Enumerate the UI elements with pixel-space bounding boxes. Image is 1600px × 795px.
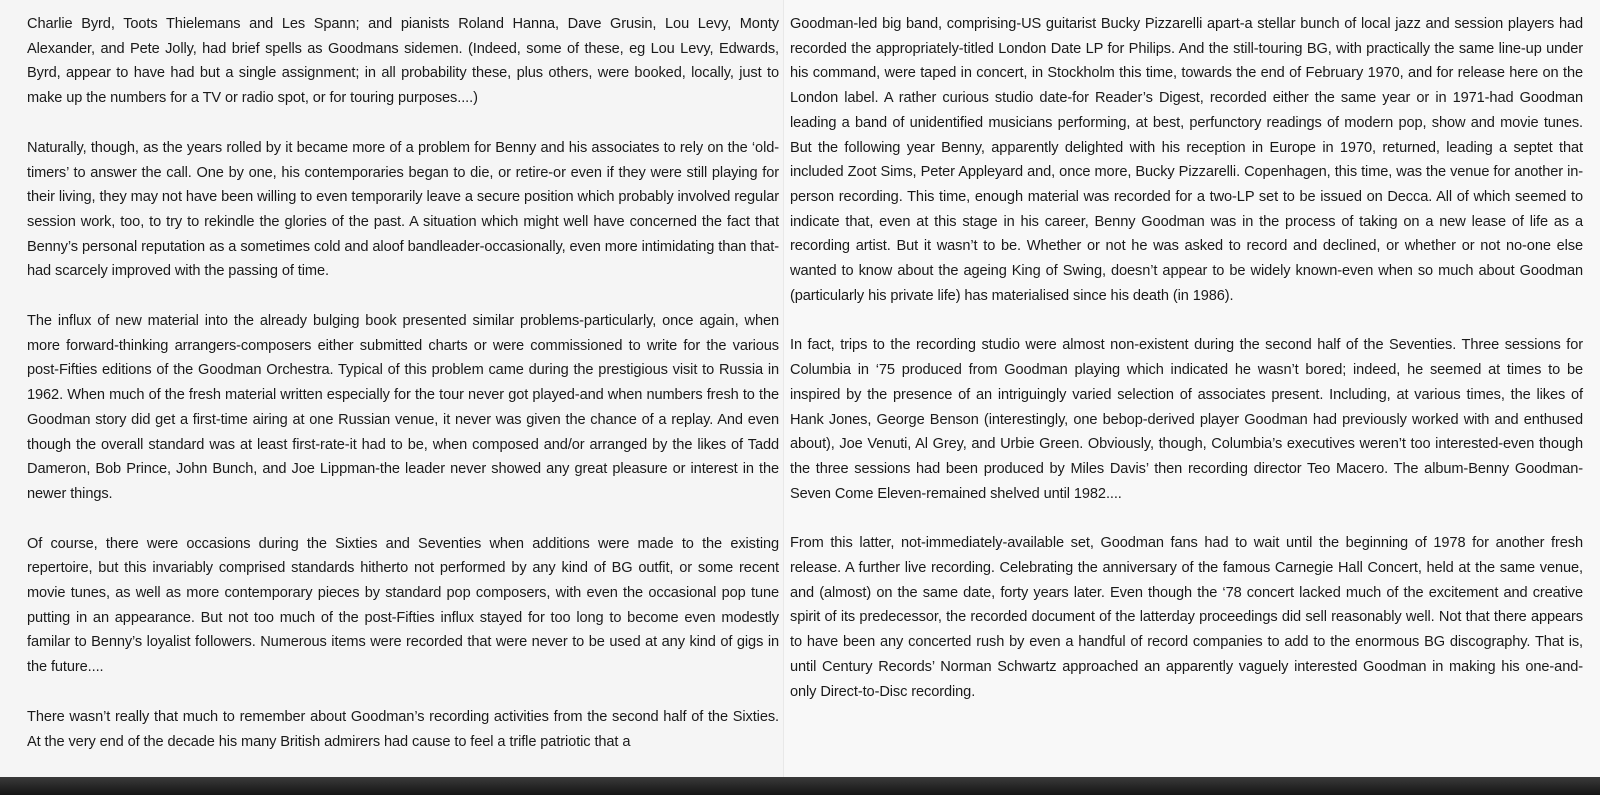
paragraph: From this latter, not-immediately-available set, Goodman fans had to wait until the beginning of 1978 for another fresh release. A further live recording. Celebrating the anniversary of the famous Carnegie Hall Concert, held at the same venue, and (almost) on the same date, forty years later. Even though the ‘78 concert lacked much of the excitement and creative spirit of its predecessor, the recorded document of the latterday proceedings did sell reasonably well. Not that there appears to have been any concerted rush by even a handful of record companies to add to the enormous BG discography. That is, until Century Records’ Norman Schwartz approached an apparently vaguely interested Goodman in making his one-and-only Direct-to-Disc recording. xyxy=(790,535,1583,700)
paragraph: Goodman-led big band, comprising-US guitarist Bucky Pizzarelli apart-a stellar bunch of local jazz and session players had recorded the appropriately-titled London Date LP for Philips. And the still-touring BG, with practically the same line-up under his command, were taped in concert, in Stockholm this time, towards the end of February 1970, and for release here on the London label. A rather curious studio date-for Reader’s Digest, recorded either the same year or in 1971-had Goodman leading a band of unidentified musicians performing, at best, perfunctory readings of modern pop, show and movie tunes. But the following year Benny, apparently delighted with his reception in Europe in 1970, returned, leading a septet that included Zoot Sims, Peter Appleyard and, once more, Bucky Pizzarelli. Copenhagen, this time, was the venue for another in-person recording. This time, enough material was recorded for a two-LP set to be issued on Decca. All of which seemed to indicate that, even at this stage in his career, Benny Goodman was in the process of taking on a new lease of life as a recording artist. But it wasn’t to be. Whether or not he was asked to record and declined, or whether or not no-one else wanted to know about the ageing King of Swing, doesn’t appear to be widely known-even when so much about Goodman (particularly his private life) has materialised since his death (in 1986). xyxy=(790,16,1583,304)
left-text-column xyxy=(27,12,779,779)
paragraph: Of course, there were occasions during the Sixties and Seventies when additions were made to the existing repertoire, but this invariably comprised standards hitherto not performed by any kind of BG outfit, or some recent movie tunes, as well as more contemporary pieces by standard pop composers, with even the occasional pop tune putting in an appearance. But not too much of the post-Fifties influx stayed for too long to become even modestly familar to Benny’s loyalist followers. Numerous items were recorded that were never to be used at any kind of gigs in the future.... xyxy=(27,535,779,676)
left-page xyxy=(0,0,784,777)
paragraph: In fact, trips to the recording studio were almost non-existent during the second half of the Seventies. Three sessions for Columbia in ‘75 produced from Goodman playing which indicated he wasn’t bored; indeed, he seemed at times to be inspired by the presence of an intriguingly varied selection of associates present. Including, at various times, the likes of Hank Jones, George Benson (interestingly, one bebop-derived player Goodman had previously worked with and enthused about), Joe Venuti, Al Grey, and Urbie Green. Obviously, though, Columbia’s executives weren’t too interested-even though the three sessions had been produced by Miles Davis’ then recording director Teo Macero. The album-Benny Goodman-Seven Come Eleven-remained shelved until 1982.... xyxy=(790,337,1583,502)
paragraph: Naturally, though, as the years rolled by it became more of a problem for Benny and his associates to rely on the ‘old-timers’ to answer the call. One by one, his contemporaries began to die, or retire-or even if they were still playing for their living, they may not have been willing to even temporarily leave a secure position which probably involved regular session work, too, to try to rekindle the glories of the past. A situation which might well have concerned the fact that Benny’s personal reputation as a sometimes cold and aloof bandleader-occasionally, even more intimidating than that-had scarcely improved with the passing of time. xyxy=(27,139,779,280)
paragraph: Charlie Byrd, Toots Thielemans and Les Spann; and pianists Roland Hanna, Dave Grusin, Lou Levy, Monty Alexander, and Pete Jolly, had brief spells as Goodmans sidemen. (Indeed, some of these, eg Lou Levy, Edwards, Byrd, appear to have had but a single assignment; in all probability these, plus others, were booked, locally, just to make up the numbers for a TV or radio spot, or for touring purposes....) xyxy=(27,16,779,107)
right-text-column xyxy=(790,12,1583,729)
scan-bottom-edge xyxy=(0,777,1600,795)
right-page xyxy=(784,0,1600,777)
paragraph: The influx of new material into the already bulging book presented similar problems-particularly, once again, when more forward-thinking arrangers-composers either submitted charts or were commissioned to write for the various post-Fifties editions of the Goodman Orchestra. Typical of this problem came during the prestigious visit to Russia in 1962. When much of the fresh material written especially for the tour never got played-and when numbers fresh to the Goodman story did get a first-time airing at one Russian venue, it never was given the chance of a replay. And even though the overall standard was at least first-rate-it had to be, when composed and/or arranged by the likes of Tadd Dameron, Bob Prince, John Bunch, and Joe Lippman-the leader never showed any great pleasure or interest in the newer things. xyxy=(27,313,779,502)
paragraph: There wasn’t really that much to remember about Goodman’s recording activities from the second half of the Sixties. At the very end of the decade his many British admirers had cause to feel a trifle patriotic that a xyxy=(27,708,779,750)
